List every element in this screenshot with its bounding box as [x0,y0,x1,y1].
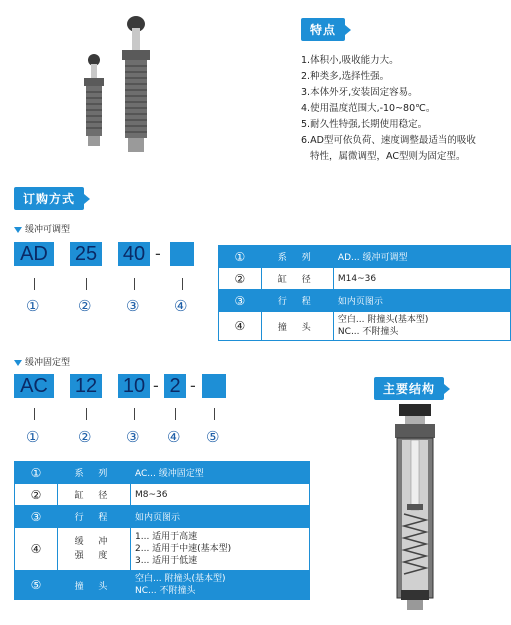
ad-spec-table [218,245,511,341]
row-key: 缸 径 [261,268,333,290]
ac-line-3 [134,408,135,420]
row-num: ③ [219,290,262,312]
feature-2: 2.种类多,选择性强。 [301,71,390,82]
row-num: ① [219,246,262,268]
ac-line-2 [86,408,87,420]
row-value: M14~36 [333,268,510,290]
structure-diagram [385,404,445,614]
row-value-line: 3... 适用于低速 [135,556,198,566]
ac-line-4 [175,408,176,420]
ac-code-strength: 2 [164,374,186,398]
row-num: ③ [15,506,58,528]
ac-num-2: ② [78,428,92,446]
ac-dash-1: - [153,376,159,395]
ac-num-3: ③ [126,428,140,446]
row-value [131,528,310,571]
ac-subtitle [14,355,70,368]
ad-line-2 [86,278,87,290]
table-row [219,312,511,341]
row-value: AC... 缓冲固定型 [131,462,310,484]
row-key: 系 列 [58,462,131,484]
feature-1: 1.体积小,吸收能力大。 [301,55,399,66]
product-image [70,10,180,160]
row-key: 系 列 [261,246,333,268]
features-tag: 特点 [301,18,345,41]
ac-code-stroke: 10 [118,374,150,398]
ac-code-bore: 12 [70,374,102,398]
ad-code-series: AD [14,242,54,266]
feature-5: 5.耐久性特强,长期使用稳定。 [301,119,428,130]
ad-subtitle [14,222,70,235]
feature-6-cont: 特性，属微调型，AC型则为固定型。 [310,151,466,162]
row-key-line: 强 度 [74,551,114,561]
ac-line-1 [34,408,35,420]
row-value-line: 1... 适用于高速 [135,532,198,542]
row-value-line: NC... 不附撞头 [337,327,399,337]
ad-code-bore: 25 [70,242,102,266]
table-row [219,246,511,268]
ac-num-1: ① [26,428,40,446]
ac-spec-table [14,461,310,600]
table-row [15,462,310,484]
ac-code-series: AC [14,374,54,398]
feature-4: 4.使用温度范围大,-10~80℃。 [301,103,436,114]
ad-num-3: ③ [126,297,140,315]
row-num: ① [15,462,58,484]
ac-subtitle-text: 缓冲固定型 [25,358,71,368]
row-num: ④ [219,312,262,341]
ac-dash-2: - [190,376,196,395]
feature-6: 6.AD型可依负荷、速度调整最适当的吸收 [301,135,476,146]
ordering-tag: 订购方式 [14,187,84,210]
row-value: AD... 缓冲可调型 [333,246,510,268]
ad-num-2: ② [78,297,92,315]
ad-num-4: ④ [174,297,188,315]
ac-line-5 [214,408,215,420]
ad-code-stroke: 40 [118,242,150,266]
row-key: 撞 头 [261,312,333,341]
table-row [15,506,310,528]
row-num: ④ [15,528,58,571]
ad-subtitle-text: 缓冲可调型 [25,225,71,235]
feature-3: 3.本体外牙,安装固定容易。 [301,87,418,98]
row-key: 行 程 [58,506,131,528]
row-key [58,528,131,571]
row-value-line: NC... 不附撞头 [135,586,196,596]
ad-num-1: ① [26,297,40,315]
row-num: ⑤ [15,571,58,600]
row-key: 缸 径 [58,484,131,506]
ac-num-4: ④ [167,428,181,446]
ad-dash: - [155,244,161,263]
row-key: 行 程 [261,290,333,312]
table-row [15,528,310,571]
row-value-line: 空白... 附撞头(基本型) [135,574,226,584]
ac-code-bumper [202,374,226,398]
table-row [219,290,511,312]
ad-line-4 [182,278,183,290]
table-row [15,484,310,506]
row-num: ② [219,268,262,290]
table-row [219,268,511,290]
row-value-line: 2... 适用于中速(基本型) [135,544,232,554]
table-row [15,571,310,600]
row-value [333,312,510,341]
row-value [131,571,310,600]
row-value: 如内页图示 [333,290,510,312]
row-key-line: 缓 冲 [74,537,114,547]
row-value: 如内页图示 [131,506,310,528]
ad-code-bumper [170,242,194,266]
row-num: ② [15,484,58,506]
row-value: M8~36 [131,484,310,506]
ad-line-1 [34,278,35,290]
structure-tag: 主要结构 [374,377,444,400]
ac-num-5: ⑤ [206,428,220,446]
ad-line-3 [134,278,135,290]
row-value-line: 空白... 附撞头(基本型) [337,315,429,325]
row-key: 撞 头 [58,571,131,600]
